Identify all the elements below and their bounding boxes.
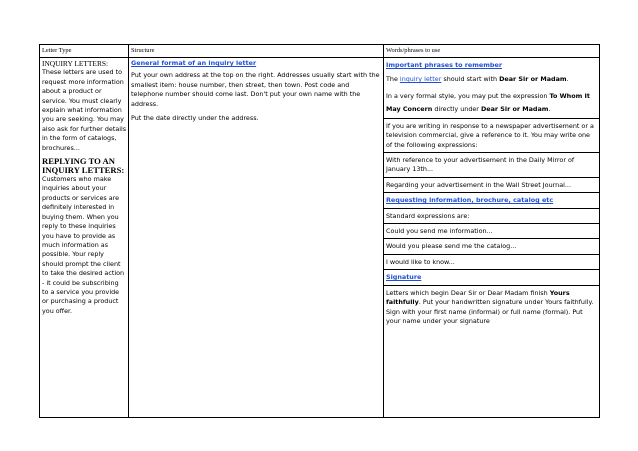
phrase-like-to-know: I would like to know... (386, 257, 455, 266)
start-text: The (386, 75, 400, 84)
address-instructions: Put your own address at the top on the right. Addresses usually start with the smallest item: house number, then street, then town. Post code and telephone number should come last. Don't put your own name with the address. (131, 71, 380, 108)
inquiry-letters-description: These letters are used to request more information about a product or service. You must clearly explain what information you are seeking. You may also ask for further details in the form of catalogs, brochures... (42, 68, 127, 152)
general-format-heading[interactable]: General format of an inquiry letter (131, 59, 257, 67)
words-phrases-cell (384, 58, 600, 418)
divider (384, 238, 599, 239)
letter-type-cell (40, 58, 129, 418)
signature-heading[interactable]: Signature (386, 273, 422, 282)
divider (384, 177, 599, 178)
start-phrase (386, 75, 598, 84)
standard-expressions-label: Standard expressions are: (386, 211, 470, 220)
important-phrases-heading[interactable]: Important phrases to remember (386, 61, 502, 69)
sig-text-2: . Put your handwritten signature under Yours faithfully. Sign with your first name (informal) or full name (formal). Put your name under your signature (386, 298, 594, 325)
replying-heading: REPLYING TO AN INQUIRY LETTERS: (42, 156, 125, 176)
expression-wall-street: Regarding your advertisement in the Wall Street Journal... (386, 180, 571, 189)
divider (384, 254, 599, 255)
content-row (40, 58, 600, 418)
to-whom-text: To Whom It May Concern (386, 91, 590, 113)
formal-end-text: . (548, 104, 551, 113)
letter-guide-table (39, 44, 600, 418)
divider (384, 208, 599, 209)
phrase-send-information: Could you send me information... (386, 227, 493, 236)
structure-cell (129, 58, 384, 418)
formal-mid-text: directly under (432, 104, 481, 113)
requesting-info-heading[interactable]: Requesting information, brochure, catalog etc (386, 196, 554, 205)
inquiry-letter-link[interactable]: inquiry letter (399, 75, 442, 84)
replying-description: Customers who make inquiries about your products or services are definitely interested in buying them. When you reply to these inquiries you have to provide as much information as possible. Your reply should prompt the client to take the desired action - it could be subscribing to a service you provide or purchasing a product you offer. (42, 175, 125, 315)
yours-faithfully-text: Yours faithfully (386, 288, 570, 307)
header-letter-type: Letter Type (40, 45, 129, 58)
sig-text-1: Letters which begin Dear Sir or Dear Madam finish (386, 288, 550, 297)
header-row (40, 45, 600, 58)
phrase-send-catalog: Would you please send me the catalog... (386, 242, 517, 251)
dear-sir-madam-text-2: Dear Sir or Madam (480, 104, 549, 113)
response-guidance: If you are writing in response to a newspaper advertisement or a television commercial, give a reference to it. You may write one of the following expressions: (386, 121, 594, 149)
expression-daily-mirror: With reference to your advertisement in the Daily Mirror of January 13th... (386, 156, 575, 174)
divider (384, 223, 599, 224)
dear-sir-madam-text: Dear Sir or Madam (499, 75, 567, 84)
divider (384, 118, 599, 119)
divider (384, 285, 599, 286)
start-end-text: . (566, 75, 569, 84)
divider (384, 152, 599, 153)
formal-style-phrase (386, 90, 598, 116)
header-structure: Structure (129, 45, 384, 58)
divider (384, 269, 599, 270)
start-mid-text: should start with (441, 75, 500, 84)
inquiry-letters-title: INQUIRY LETTERS: (42, 59, 109, 68)
date-instructions: Put the date directly under the address. (131, 114, 259, 123)
formal-text: In a very formal style, you may put the expression (386, 91, 550, 100)
divider (384, 192, 599, 193)
header-words-phrases: Words/phrases to use (384, 45, 600, 58)
signature-guidance (386, 289, 598, 327)
